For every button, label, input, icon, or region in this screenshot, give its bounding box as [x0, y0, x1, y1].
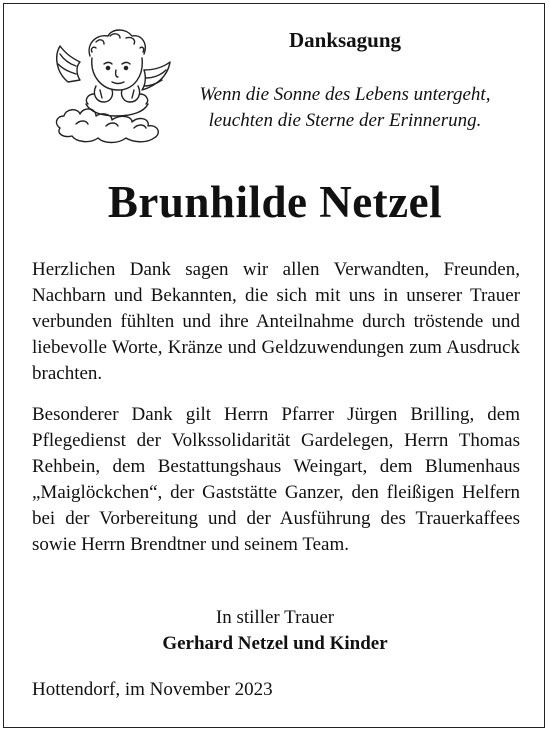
memorial-quote [170, 82, 520, 134]
angel-cherub-icon [46, 20, 174, 148]
deceased-name: Brunhilde Netzel [107, 177, 443, 227]
quote-line-1: Wenn die Sonne des Lebens untergeht, [199, 84, 491, 105]
thanks-paragraph-2: Besonderer Dank gilt Herrn Pfarrer Jürgen Brilling, dem Pflegedienst der Volkssolidarität Gardelegen, Herrn Thomas Rehbein, dem Bestattungshaus Weingart, dem Blumenhaus „Maiglöckchen“, der Gaststätte Ganzer, den fleißigen Helfern bei der Vorbereitung und der Ausführung des Trauerkaffees sowie Herrn Brendtner und seinem Team. [32, 404, 520, 555]
signoff-family: Gerhard Netzel und Kinder [162, 633, 388, 654]
thanks-paragraph-1: Herzlichen Dank sagen wir allen Verwandten, Freunden, Nachbarn und Bekannten, die sich mit uns in unserer Trauer verbunden fühlten und ihre Anteilnahme durch tröstende und liebevolle Worte, Kränze und Geldzuwendungen zum Ausdruck brachten. [32, 259, 520, 384]
place-and-date: Hottendorf, im November 2023 [32, 679, 273, 700]
notice-title: Danksagung [288, 28, 402, 52]
signoff-line: In stiller Trauer [215, 607, 335, 628]
quote-line-2: leuchten die Sterne der Erinnerung. [208, 110, 482, 131]
